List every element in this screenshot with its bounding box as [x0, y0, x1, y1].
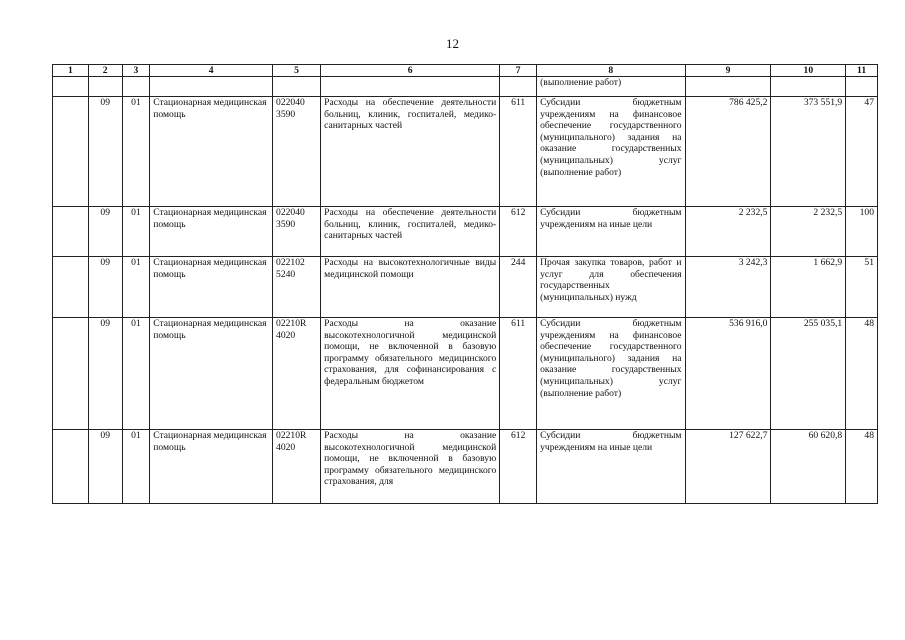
header-cell: 4 — [150, 65, 273, 77]
budget-table — [52, 64, 878, 504]
name-cell: Стационарная медицинская помощь — [150, 97, 273, 207]
expense-type-code: 612 — [500, 430, 537, 504]
expense-description: Расходы на обеспечение деятельности больниц, клиник, госпиталей, медико-санитарных частей — [321, 97, 500, 207]
amount-plan: 536 916,0 — [685, 318, 771, 430]
target-article-code: 022102 5240 — [273, 257, 321, 318]
table-row — [53, 207, 878, 257]
section-code: 09 — [88, 257, 122, 318]
amount-executed: 373 551,9 — [771, 97, 846, 207]
target-article-code: 02210R 4020 — [273, 430, 321, 504]
expense-type-name: Субсидии бюджетным учреждениям на финансовое обеспечение государственного (муниципального) задания на оказание государственных (муниципальных) услуг (выполнение работ) — [537, 318, 685, 430]
amount-executed: 60 620,8 — [771, 430, 846, 504]
expense-type-name: Субсидии бюджетным учреждениям на финансовое обеспечение государственного (муниципального) задания на оказание государственных (муниципальных) услуг (выполнение работ) — [537, 97, 685, 207]
amount-plan: 3 242,3 — [685, 257, 771, 318]
subsection-code: 01 — [122, 207, 150, 257]
amount-executed: 1 662,9 — [771, 257, 846, 318]
header-cell: 8 — [537, 65, 685, 77]
expense-type-code: 244 — [500, 257, 537, 318]
header-cell: 5 — [273, 65, 321, 77]
table-row — [53, 318, 878, 430]
amount-executed: 255 035,1 — [771, 318, 846, 430]
header-cell: 7 — [500, 65, 537, 77]
expense-type-name: Субсидии бюджетным учреждениям на иные цели — [537, 430, 685, 504]
subsection-code: 01 — [122, 97, 150, 207]
subsection-code: 01 — [122, 257, 150, 318]
table-row — [53, 430, 878, 504]
table-row — [53, 257, 878, 318]
execution-percent: 47 — [846, 97, 878, 207]
header-row — [53, 65, 878, 77]
amount-executed: 2 232,5 — [771, 207, 846, 257]
section-code: 09 — [88, 97, 122, 207]
expense-description: Расходы на оказание высокотехнологичной медицинской помощи, не включенной в базовую программу обязательного медицинского страхования, для софинансирования с федеральным бюджетом — [321, 318, 500, 430]
name-cell: Стационарная медицинская помощь — [150, 257, 273, 318]
page-number: 12 — [446, 36, 459, 51]
amount-plan: 127 622,7 — [685, 430, 771, 504]
continuation-text: (выполнение работ) — [537, 77, 685, 97]
header-cell: 10 — [771, 65, 846, 77]
header-cell: 2 — [88, 65, 122, 77]
subsection-code: 01 — [122, 318, 150, 430]
header-cell: 3 — [122, 65, 150, 77]
header-cell: 6 — [321, 65, 500, 77]
expense-type-code: 612 — [500, 207, 537, 257]
execution-percent: 51 — [846, 257, 878, 318]
name-cell: Стационарная медицинская помощь — [150, 318, 273, 430]
name-cell: Стационарная медицинская помощь — [150, 207, 273, 257]
subsection-code: 01 — [122, 430, 150, 504]
expense-description: Расходы на высокотехнологичные виды медицинской помощи — [321, 257, 500, 318]
target-article-code: 02210R 4020 — [273, 318, 321, 430]
amount-plan: 786 425,2 — [685, 97, 771, 207]
section-code: 09 — [88, 430, 122, 504]
continuation-row — [53, 77, 878, 97]
target-article-code: 022040 3590 — [273, 97, 321, 207]
table-row — [53, 97, 878, 207]
expense-type-name: Прочая закупка товаров, работ и услуг для обеспечения государственных (муниципальных) нужд — [537, 257, 685, 318]
expense-description: Расходы на обеспечение деятельности больниц, клиник, госпиталей, медико-санитарных частей — [321, 207, 500, 257]
execution-percent: 48 — [846, 318, 878, 430]
section-code: 09 — [88, 318, 122, 430]
header-cell: 9 — [685, 65, 771, 77]
execution-percent: 48 — [846, 430, 878, 504]
expense-type-code: 611 — [500, 97, 537, 207]
section-code: 09 — [88, 207, 122, 257]
expense-type-code: 611 — [500, 318, 537, 430]
expense-type-name: Субсидии бюджетным учреждениям на иные цели — [537, 207, 685, 257]
execution-percent: 100 — [846, 207, 878, 257]
header-cell: 1 — [53, 65, 89, 77]
amount-plan: 2 232,5 — [685, 207, 771, 257]
header-cell: 11 — [846, 65, 878, 77]
name-cell: Стационарная медицинская помощь — [150, 430, 273, 504]
target-article-code: 022040 3590 — [273, 207, 321, 257]
expense-description: Расходы на оказание высокотехнологичной медицинской помощи, не включенной в базовую программу обязательного медицинского страхования, для — [321, 430, 500, 504]
